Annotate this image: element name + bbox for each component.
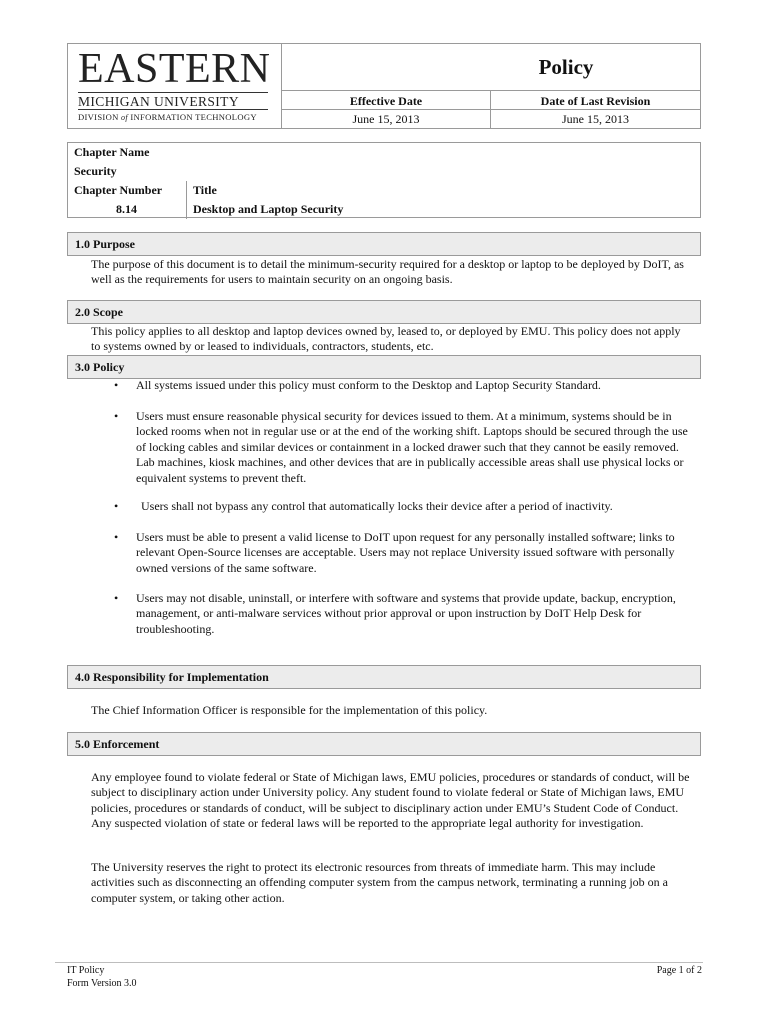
logo-division-of: of xyxy=(121,113,128,122)
chapter-name-label: Chapter Name xyxy=(74,145,150,159)
section-heading-policy: 3.0 Policy xyxy=(67,355,701,379)
policy-item-3: Users shall not bypass any control that automatically locks their device after a period of inactivity. xyxy=(141,499,613,513)
footer-divider xyxy=(55,962,703,963)
section-heading-scope: 2.0 Scope xyxy=(67,300,701,324)
revision-date-label: Date of Last Revision xyxy=(491,91,700,110)
logo-division-line xyxy=(78,112,257,122)
chapter-name-label-row xyxy=(68,143,700,162)
chapter-title-value: Desktop and Laptop Security xyxy=(193,202,344,216)
document-type-title: Policy xyxy=(538,55,594,79)
responsibility-text: The Chief Information Officer is responsible for the implementation of this policy. xyxy=(91,703,488,717)
bullet-marker: • xyxy=(114,530,119,544)
chapter-number-label: Chapter Number xyxy=(68,181,187,200)
document-header xyxy=(67,43,701,129)
logo-university-name: MICHIGAN UNIVERSITY xyxy=(78,94,239,109)
chapter-number-value: 8.14 xyxy=(68,200,187,219)
logo-eastern-wordmark: EASTERN xyxy=(78,46,271,92)
chapter-name-value: Security xyxy=(74,164,117,178)
revision-date-column xyxy=(491,91,700,128)
bullet-marker: • xyxy=(114,409,119,423)
policy-item-5: Users may not disable, uninstall, or interfere with software and systems that provide update, backup, encryption, management, or anti-malware services without prior approval or upon instruction by DoIT Help Desk for troubleshooting. xyxy=(136,591,676,636)
enforcement-text-2: The University reserves the right to protect its electronic resources from threats of immediate harm. This may include activities such as disconnecting an offending computer system from the campus network, terminating a running job on a computer system, or taking other action. xyxy=(91,860,668,905)
logo-rule-bottom xyxy=(78,109,268,110)
policy-item-1: All systems issued under this policy must conform to the Desktop and Laptop Security Standard. xyxy=(136,378,601,392)
footer-form-version: Form Version 3.0 xyxy=(67,978,137,989)
emu-logo xyxy=(68,44,282,128)
chapter-number-label-row xyxy=(68,181,700,200)
chapter-title-label: Title xyxy=(193,183,217,197)
scope-text: This policy applies to all desktop and laptop devices owned by, leased to, or deployed by EMU. This policy does not apply to systems owned by or leased to individuals, contractors, students, etc. xyxy=(91,324,681,354)
logo-division-word: DIVISION xyxy=(78,112,119,122)
section-heading-purpose: 1.0 Purpose xyxy=(67,232,701,256)
enforcement-text-1: Any employee found to violate federal or State of Michigan laws, EMU policies, procedures or standards of conduct, will be subject to disciplinary action under University policy. Any student found to violate federal or State of Michigan laws, EMU policies, procedures or standards of conduct, will be subject to disciplinary action under EMU’s Student Code of Conduct. Any suspected violation of state or federal laws will be reported to the appropriate legal authority for investigation. xyxy=(91,770,690,831)
effective-date-value: June 15, 2013 xyxy=(352,112,420,126)
section-heading-responsibility: 4.0 Responsibility for Implementation xyxy=(67,665,701,689)
bullet-marker: • xyxy=(114,378,119,392)
revision-date-value: June 15, 2013 xyxy=(562,112,629,126)
effective-date-label: Effective Date xyxy=(282,91,490,110)
bullet-marker: • xyxy=(114,499,119,513)
chapter-name-value-row xyxy=(68,162,700,181)
chapter-number-value-row xyxy=(68,200,700,219)
purpose-text: The purpose of this document is to detail the minimum-security required for a desktop or laptop to be deployed by DoIT, as well as the requirements for users to maintain security on an ongoing basis. xyxy=(91,257,684,287)
dates-table xyxy=(282,90,700,128)
bullet-marker: • xyxy=(114,591,119,605)
footer-form-info xyxy=(67,964,137,990)
effective-date-column xyxy=(282,91,491,128)
chapter-table xyxy=(67,142,701,218)
footer-page-number: Page 1 of 2 xyxy=(656,965,702,976)
section-heading-enforcement: 5.0 Enforcement xyxy=(67,732,701,756)
logo-division-it: INFORMATION TECHNOLOGY xyxy=(130,112,257,122)
policy-item-2: Users must ensure reasonable physical security for devices issued to them. At a minimum, systems should be in locked rooms when not in regular use or at the end of the working shift. Laptops should be secured through the use of locking cables and similar devices or containment in a locked drawer such that they cannot be easily removed. Lab machines, kiosk machines, and other devices that are in publically accessible areas shall use physical locks or equivalent systems to prevent theft. xyxy=(136,409,688,485)
footer-it-policy: IT Policy xyxy=(67,965,105,976)
logo-rule-top xyxy=(78,92,268,93)
policy-item-4: Users must be able to present a valid license to DoIT upon request for any personally installed software; links to relevant Open-Source licenses are acceptable. Users may not replace University issued software with personally owned versions of the same software. xyxy=(136,530,675,575)
